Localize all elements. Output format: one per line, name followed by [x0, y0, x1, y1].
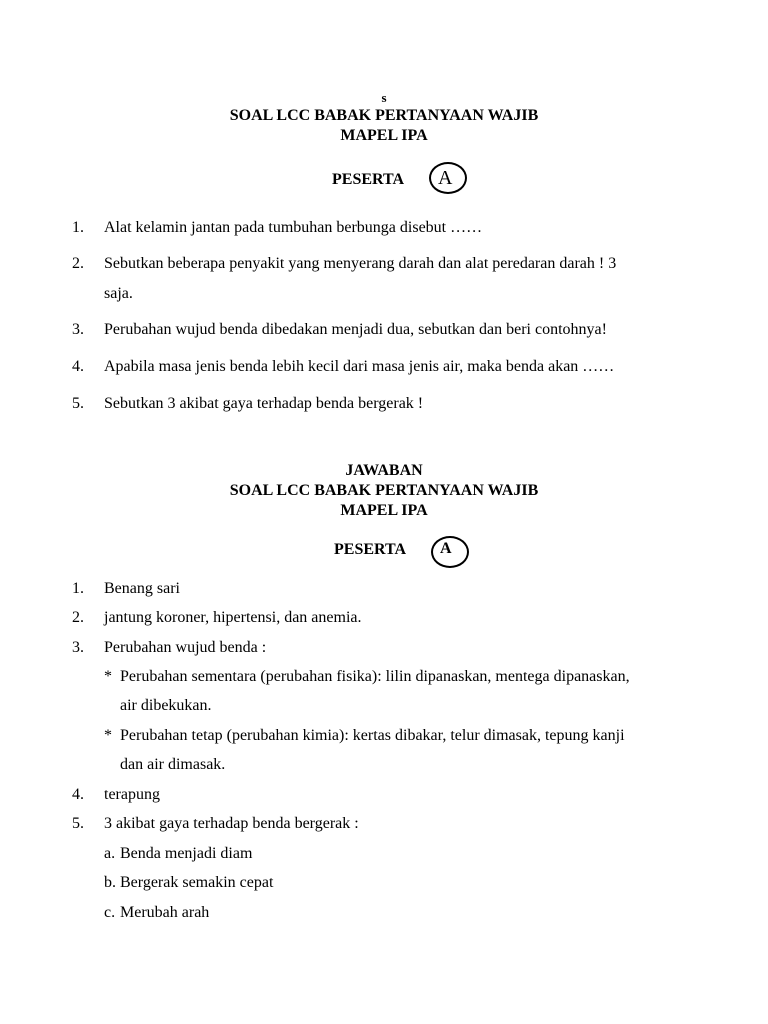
sub-bullet: *	[104, 668, 112, 685]
sub-bullet: c.	[104, 904, 116, 921]
peserta-label: PESERTA	[334, 541, 407, 558]
sub-bullet: *	[104, 727, 112, 744]
question-title: SOAL LCC BABAK PERTANYAAN WAJIB	[229, 107, 539, 124]
question-text-continuation: saja.	[104, 285, 133, 302]
answer-number: 5.	[72, 815, 84, 832]
question-number: 2.	[72, 255, 84, 272]
answer-number: 3.	[72, 639, 84, 656]
answer-text: 3 akibat gaya terhadap benda bergerak :	[104, 815, 359, 832]
answer-text: jantung koroner, hipertensi, dan anemia.	[104, 609, 362, 626]
sub-text: Merubah arah	[120, 904, 210, 921]
question-number: 3.	[72, 321, 84, 338]
answer-number: 4.	[72, 786, 84, 803]
sub-text: Perubahan tetap (perubahan kimia): kertas dibakar, telur dimasak, tepung kanji	[120, 727, 625, 744]
question-text: Sebutkan beberapa penyakit yang menyerang darah dan alat peredaran darah ! 3	[104, 255, 617, 272]
sub-text-continuation: dan air dimasak.	[120, 756, 226, 773]
question-number: 1.	[72, 219, 84, 236]
answer-text: Perubahan wujud benda :	[104, 639, 267, 656]
answer-number: 1.	[72, 580, 84, 597]
header-mark: s	[381, 90, 387, 105]
answer-subtitle: MAPEL IPA	[340, 502, 428, 519]
answer-heading: JAWABAN	[345, 462, 423, 479]
answer-text: terapung	[104, 786, 160, 803]
sub-bullet: b.	[104, 874, 116, 891]
question-number: 4.	[72, 358, 84, 375]
answer-peserta-row	[0, 532, 768, 572]
sub-text-continuation: air dibekukan.	[120, 697, 212, 714]
question-subtitle: MAPEL IPA	[340, 127, 428, 144]
sub-bullet: a.	[104, 845, 116, 862]
answer-title: SOAL LCC BABAK PERTANYAAN WAJIB	[229, 482, 539, 499]
peserta-code: A	[438, 167, 453, 189]
question-text: Alat kelamin jantan pada tumbuhan berbunga disebut ……	[104, 219, 483, 236]
answer-text: Benang sari	[104, 580, 180, 597]
question-text: Apabila masa jenis benda lebih kecil dari masa jenis air, maka benda akan ……	[104, 358, 615, 375]
sub-text: Bergerak semakin cepat	[120, 874, 274, 891]
peserta-label: PESERTA	[332, 171, 405, 188]
sub-text: Perubahan sementara (perubahan fisika): lilin dipanaskan, mentega dipanaskan,	[120, 668, 630, 685]
question-peserta-row	[0, 160, 768, 200]
question-text: Perubahan wujud benda dibedakan menjadi dua, sebutkan dan beri contohnya!	[104, 321, 607, 338]
question-text: Sebutkan 3 akibat gaya terhadap benda bergerak !	[104, 395, 424, 412]
question-number: 5.	[72, 395, 84, 412]
answer-number: 2.	[72, 609, 84, 626]
sub-text: Benda menjadi diam	[120, 845, 253, 862]
peserta-code: A	[440, 540, 452, 557]
